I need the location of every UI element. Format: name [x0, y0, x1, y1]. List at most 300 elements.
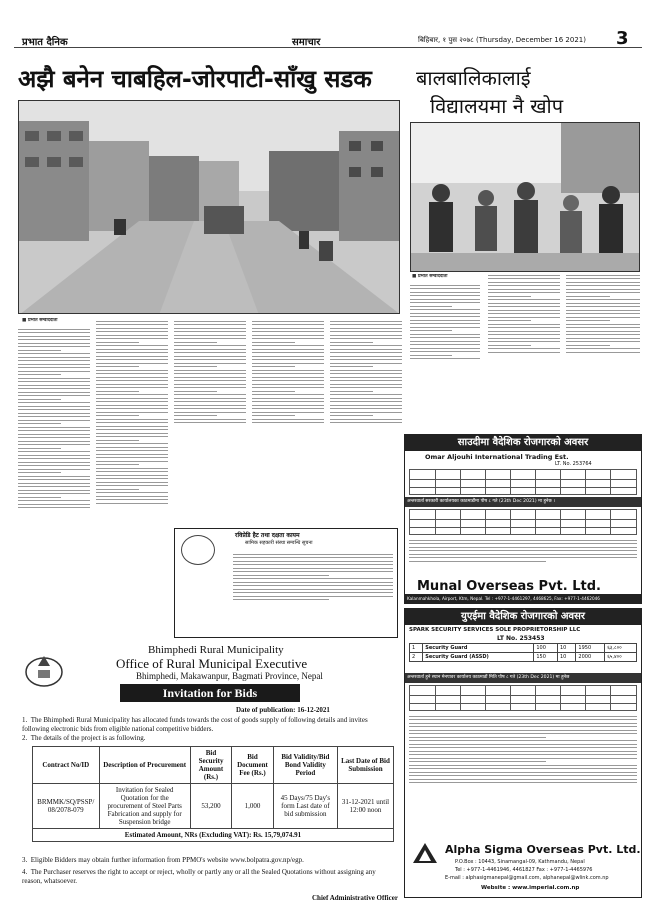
text-line: [96, 377, 168, 378]
ad2-logo-icon: [411, 841, 439, 865]
text-line: [18, 441, 90, 442]
ad1-banner: साउदीमा वैदेशिक रोजगारको अवसर: [405, 435, 641, 451]
text-line: [409, 768, 637, 769]
text-line: [252, 422, 324, 423]
text-line: [96, 345, 168, 346]
text-line: [330, 338, 402, 339]
text-line: [330, 422, 402, 423]
small-notice-box: [174, 528, 398, 638]
bid-table: [32, 746, 394, 842]
text-line: [488, 310, 560, 311]
text-line: [252, 335, 324, 336]
text-line: [330, 419, 402, 420]
text-line: [252, 377, 324, 378]
text-line: [96, 478, 168, 479]
text-line: [233, 571, 393, 572]
text-line: [330, 391, 373, 392]
text-line: [18, 458, 90, 459]
text-line: [96, 324, 168, 325]
notice-subtitle: सामिक सहकारी संस्था सम्वन्धि सूचना: [245, 540, 313, 546]
ad2-contact3: E-mail : alphasigmanepal@gmail.com, alphanepal@wlink.com.np: [445, 875, 609, 881]
text-line: [96, 422, 168, 423]
ad2-contact4: Website : www.imperial.com.np: [481, 885, 580, 891]
text-line: [18, 486, 90, 487]
text-line: [409, 765, 637, 766]
text-line: [488, 306, 560, 307]
text-line: [174, 331, 246, 332]
text-line: [409, 716, 637, 717]
text-line: [252, 363, 324, 364]
text-line: [96, 492, 168, 493]
ad2-row: 1 Security Guard 100 10 1950 ६३,८००: [410, 644, 637, 653]
text-line: [566, 317, 640, 318]
text-line: [252, 342, 295, 343]
text-line: [252, 324, 324, 325]
text-line: [252, 366, 295, 367]
date-line: बिहिबार, १ पुस २०७८ (Thursday, December 16 2021): [418, 36, 586, 44]
text-line: [96, 503, 168, 504]
text-line: [252, 415, 295, 416]
text-line: [96, 335, 168, 336]
text-line: [566, 348, 640, 349]
text-line: [566, 292, 640, 293]
bid-col-fee: Bid Document Fee (Rs.): [232, 747, 273, 784]
text-line: [96, 464, 139, 465]
text-line: [174, 401, 246, 402]
text-line: [18, 343, 90, 344]
text-line: [410, 299, 480, 300]
text-line: [96, 349, 168, 350]
text-line: [174, 405, 246, 406]
text-line: [96, 384, 168, 385]
text-line: [252, 412, 324, 413]
bid-item-3: 3. Eligible Bidders may obtain further information from PPMO's website www.bolpatra.gov.np/egp.: [22, 856, 304, 864]
text-line: [96, 475, 168, 476]
text-line: [488, 320, 531, 321]
text-line: [409, 779, 637, 780]
bid-org-line1: Bhimphedi Rural Municipality: [148, 644, 284, 656]
ad1-banner2: अन्तरवार्ता सरकारी कार्यालयका काठमाडौंमा पौष ८ गते (23th Dec 2021) मा हुनेछ ।: [405, 497, 641, 507]
text-line: [18, 364, 90, 365]
text-line: [488, 327, 560, 328]
text-line: [410, 330, 452, 331]
text-line: [96, 373, 168, 374]
text-line: [488, 275, 560, 276]
text-line: [488, 348, 560, 349]
text-line: [566, 324, 640, 325]
text-line: [96, 440, 139, 441]
text-line: [174, 408, 246, 409]
text-line: [252, 373, 324, 374]
text-line: [18, 371, 90, 372]
text-line: [410, 320, 480, 321]
text-line: [174, 391, 217, 392]
bid-col-contract: Contract No/ID: [33, 747, 100, 784]
text-line: [96, 426, 168, 427]
ad1-ltno: LT. No. 253764: [555, 461, 592, 467]
text-line: [252, 405, 324, 406]
text-line: [330, 342, 373, 343]
text-line: [410, 295, 480, 296]
text-line: [410, 327, 480, 328]
text-line: [18, 504, 90, 505]
text-line: [18, 353, 90, 354]
text-line: [330, 366, 373, 367]
bid-cell-validity: 45 Days/75 Day's form Last date of bid submission: [273, 784, 337, 829]
text-line: [409, 723, 637, 724]
text-line: [18, 332, 90, 333]
text-line: [330, 321, 402, 322]
text-line: [330, 405, 402, 406]
text-line: [252, 338, 324, 339]
text-line: [410, 285, 480, 286]
text-line: [96, 489, 139, 490]
article-column-3: [174, 318, 246, 498]
text-line: [18, 367, 90, 368]
section-label: समाचार: [292, 37, 321, 48]
street-photo: [18, 100, 400, 314]
text-line: [174, 384, 246, 385]
text-line: [233, 578, 393, 579]
text-line: [233, 582, 393, 583]
text-line: [174, 415, 217, 416]
text-line: [18, 339, 90, 340]
bid-item-4: 4. The Purchaser reserves the right to accept or reject, wholly or partly any or all the Sealed Quotations without assigning any reason, whatsoever.: [22, 868, 376, 885]
text-line: [566, 278, 640, 279]
text-line: [174, 380, 246, 381]
ad2-contact2: Tel : +977-1-4461946, 4461827 Fax : +977-1-4465976: [455, 867, 593, 873]
text-line: [18, 476, 90, 477]
ad2-table: [409, 643, 637, 662]
text-line: [18, 493, 90, 494]
ad-uae: [404, 608, 642, 898]
text-line: [18, 462, 90, 463]
text-line: [410, 313, 480, 314]
bid-item-1: 1. The Bhimphedi Rural Municipality has allocated funds towards the cost of goods supply of following details and invites following electronic bids from eligible national competitive bidders.: [22, 716, 368, 733]
text-line: [174, 338, 246, 339]
text-line: [174, 394, 246, 395]
text-line: [252, 352, 324, 353]
text-line: [566, 303, 640, 304]
text-line: [409, 761, 546, 762]
text-line: [252, 391, 295, 392]
text-line: [18, 381, 90, 382]
text-line: [96, 328, 168, 329]
text-line: [252, 401, 324, 402]
text-line: [18, 385, 90, 386]
text-line: [174, 324, 246, 325]
text-line: [566, 334, 640, 335]
text-line: [18, 395, 90, 396]
text-line: [18, 500, 90, 501]
text-line: [174, 359, 246, 360]
text-line: [410, 309, 480, 310]
text-line: [96, 429, 168, 430]
text-line: [96, 436, 168, 437]
text-line: [96, 387, 168, 388]
text-line: [409, 540, 637, 541]
text-line: [96, 405, 168, 406]
text-line: [566, 313, 640, 314]
text-line: [252, 359, 324, 360]
text-line: [96, 457, 168, 458]
text-line: [410, 341, 480, 342]
bid-col-validity: Bid Validity/Bid Bond Validity Period: [273, 747, 337, 784]
text-line: [488, 338, 560, 339]
text-line: [566, 331, 640, 332]
article-column-2: [96, 318, 168, 636]
text-line: [96, 356, 168, 357]
text-line: [252, 384, 324, 385]
bid-org-line2: Office of Rural Municipal Executive: [116, 656, 308, 671]
text-line: [233, 557, 393, 558]
text-line: [96, 415, 139, 416]
text-line: [18, 378, 90, 379]
text-line: [233, 589, 393, 590]
text-line: [18, 360, 90, 361]
text-line: [96, 352, 168, 353]
bid-notice: [18, 644, 398, 864]
text-line: [409, 754, 637, 755]
text-line: [174, 345, 246, 346]
text-line: [96, 331, 168, 332]
text-line: [409, 550, 637, 551]
text-line: [233, 564, 393, 565]
text-line: [96, 447, 168, 448]
text-line: [18, 409, 90, 410]
ad2-ltno: LT No. 253453: [497, 635, 545, 642]
ad2-agency: Alpha Sigma Overseas Pvt. Ltd.: [445, 843, 641, 856]
text-line: [252, 387, 324, 388]
text-line: [410, 337, 480, 338]
text-line: [96, 398, 168, 399]
text-line: [252, 394, 324, 395]
text-line: [566, 327, 640, 328]
ad2-contact1: P.O.Box : 10443, Sinamangal-09, Kathmandu, Nepal: [455, 859, 585, 865]
text-line: [18, 402, 90, 403]
text-line: [566, 338, 640, 339]
text-line: [330, 356, 402, 357]
text-line: [410, 292, 480, 293]
text-line: [18, 465, 90, 466]
text-line: [488, 313, 560, 314]
text-line: [409, 740, 637, 741]
text-line: [410, 316, 480, 317]
text-line: [233, 592, 393, 593]
text-line: [566, 275, 640, 276]
text-line: [330, 324, 402, 325]
text-line: [96, 433, 168, 434]
text-line: [18, 497, 61, 498]
bid-item-2: 2. The details of the project is as following.: [22, 734, 146, 742]
text-line: [233, 568, 393, 569]
text-line: [18, 399, 61, 400]
text-line: [18, 451, 90, 452]
text-line: [96, 412, 168, 413]
text-line: [488, 352, 560, 353]
text-line: [18, 388, 90, 389]
text-line: [488, 278, 560, 279]
text-line: [96, 450, 168, 451]
text-line: [488, 341, 560, 342]
byline-left: ■ प्रभात सम्वाददाता: [22, 318, 58, 323]
text-line: [409, 557, 637, 558]
text-line: [96, 499, 168, 500]
text-line: [18, 329, 90, 330]
text-line: [330, 331, 402, 332]
text-line: [96, 482, 168, 483]
text-line: [410, 355, 452, 356]
text-line: [174, 366, 217, 367]
text-line: [409, 554, 637, 555]
text-line: [410, 344, 480, 345]
bid-cell-contract: BRMMK/SQ/PSSP/ 08/2078-079: [33, 784, 100, 829]
text-line: [409, 782, 637, 783]
text-line: [252, 321, 324, 322]
text-line: [409, 547, 637, 548]
bid-cell-description: Invitation for Sealed Quotation for the procurement of Steel Parts Fabrication and supply for Suspension bridge: [99, 784, 190, 829]
text-line: [18, 392, 90, 393]
text-line: [409, 543, 637, 544]
bid-banner: Invitation for Bids: [120, 684, 300, 702]
text-line: [330, 335, 402, 336]
text-line: [174, 349, 246, 350]
text-line: [330, 328, 402, 329]
text-line: [409, 772, 637, 773]
vaccination-photo: [410, 122, 640, 272]
text-line: [566, 345, 610, 346]
text-line: [409, 719, 637, 720]
text-line: [96, 468, 168, 469]
text-line: [252, 345, 324, 346]
text-line: [330, 384, 402, 385]
text-line: [18, 406, 90, 407]
text-line: [488, 296, 531, 297]
bid-col-lastdate: Last Date of Bid Submission: [337, 747, 393, 784]
ad2-company: SPARK SECURITY SERVICES SOLE PROPRIETORSHIP LLC: [409, 627, 581, 633]
text-line: [18, 455, 90, 456]
text-line: [233, 575, 329, 576]
text-line: [252, 380, 324, 381]
text-line: [96, 485, 168, 486]
text-line: [174, 352, 246, 353]
text-line: [566, 306, 640, 307]
text-line: [96, 454, 168, 455]
text-line: [96, 461, 168, 462]
text-line: [174, 419, 246, 420]
text-line: [174, 412, 246, 413]
text-line: [409, 737, 546, 738]
text-line: [488, 303, 560, 304]
bid-org-line3: Bhimphedi, Makawanpur, Bagmati Province, Nepal: [136, 671, 323, 681]
article-column-8: [566, 272, 640, 412]
text-line: [409, 726, 637, 727]
text-line: [96, 471, 168, 472]
text-line: [488, 299, 560, 300]
text-line: [252, 356, 324, 357]
ad-saudi: [404, 434, 642, 604]
text-line: [96, 401, 168, 402]
text-line: [410, 306, 452, 307]
text-line: [409, 758, 637, 759]
ad1-agency: Munal Overseas Pvt. Ltd.: [417, 579, 601, 594]
text-line: [330, 398, 402, 399]
text-line: [410, 358, 480, 359]
text-line: [566, 320, 610, 321]
text-line: [330, 394, 402, 395]
text-line: [252, 331, 324, 332]
article-column-7: [488, 272, 560, 412]
text-line: [174, 373, 246, 374]
text-line: [18, 469, 90, 470]
text-line: [330, 373, 402, 374]
text-line: [96, 321, 168, 322]
text-line: [566, 296, 610, 297]
text-line: [18, 430, 90, 431]
text-line: [252, 370, 324, 371]
text-line: [96, 380, 168, 381]
text-line: [18, 490, 90, 491]
text-line: [566, 282, 640, 283]
notice-logo: [181, 535, 215, 565]
ad1-address: Kalanmahkhola, Airport, Ktm, Nepal. Tel : +977-1-4461297, 4468625, Fax: +977-1-4462046: [405, 594, 641, 603]
text-line: [174, 363, 246, 364]
text-line: [330, 377, 402, 378]
text-line: [233, 596, 393, 597]
text-line: [252, 349, 324, 350]
bid-cell-lastdate: 31-12-2021 until 12:00 noon: [337, 784, 393, 829]
text-line: [174, 335, 246, 336]
text-line: [488, 285, 560, 286]
text-line: [410, 348, 480, 349]
text-line: [96, 443, 168, 444]
ad2-banner2: अन्तरवार्ता हुने स्थान मेनपावर कार्यालय काठमाडौं मिति पौष ८ गते (23th Dec 2021) मा हुनेछ: [405, 673, 641, 683]
text-line: [18, 448, 61, 449]
bid-date: Date of publication: 16-12-2021: [236, 706, 330, 714]
text-line: [18, 413, 90, 414]
text-line: [18, 416, 90, 417]
text-line: [566, 289, 640, 290]
text-line: [330, 380, 402, 381]
paper-name: प्रभात दैनिक: [22, 37, 68, 48]
text-line: [96, 363, 168, 364]
text-line: [330, 359, 402, 360]
text-line: [330, 412, 402, 413]
text-line: [566, 310, 640, 311]
text-line: [488, 331, 560, 332]
text-line: [252, 419, 324, 420]
text-line: [96, 338, 168, 339]
text-line: [233, 554, 393, 555]
main-headline: अझै बनेन चाबहिल-जोरपाटी-साँखु सडक: [18, 65, 372, 93]
text-line: [410, 288, 480, 289]
article-column-1: [18, 326, 90, 640]
bid-cell-fee: 1,000: [232, 784, 273, 829]
text-line: [18, 507, 90, 508]
text-line: [409, 751, 637, 752]
text-line: [96, 496, 168, 497]
text-line: [409, 733, 637, 734]
article-column-5: [330, 318, 402, 498]
text-line: [18, 483, 90, 484]
text-line: [409, 561, 546, 562]
text-line: [96, 366, 139, 367]
text-line: [410, 351, 480, 352]
text-line: [488, 292, 560, 293]
text-line: [174, 328, 246, 329]
text-line: [18, 336, 90, 337]
text-line: [566, 285, 640, 286]
